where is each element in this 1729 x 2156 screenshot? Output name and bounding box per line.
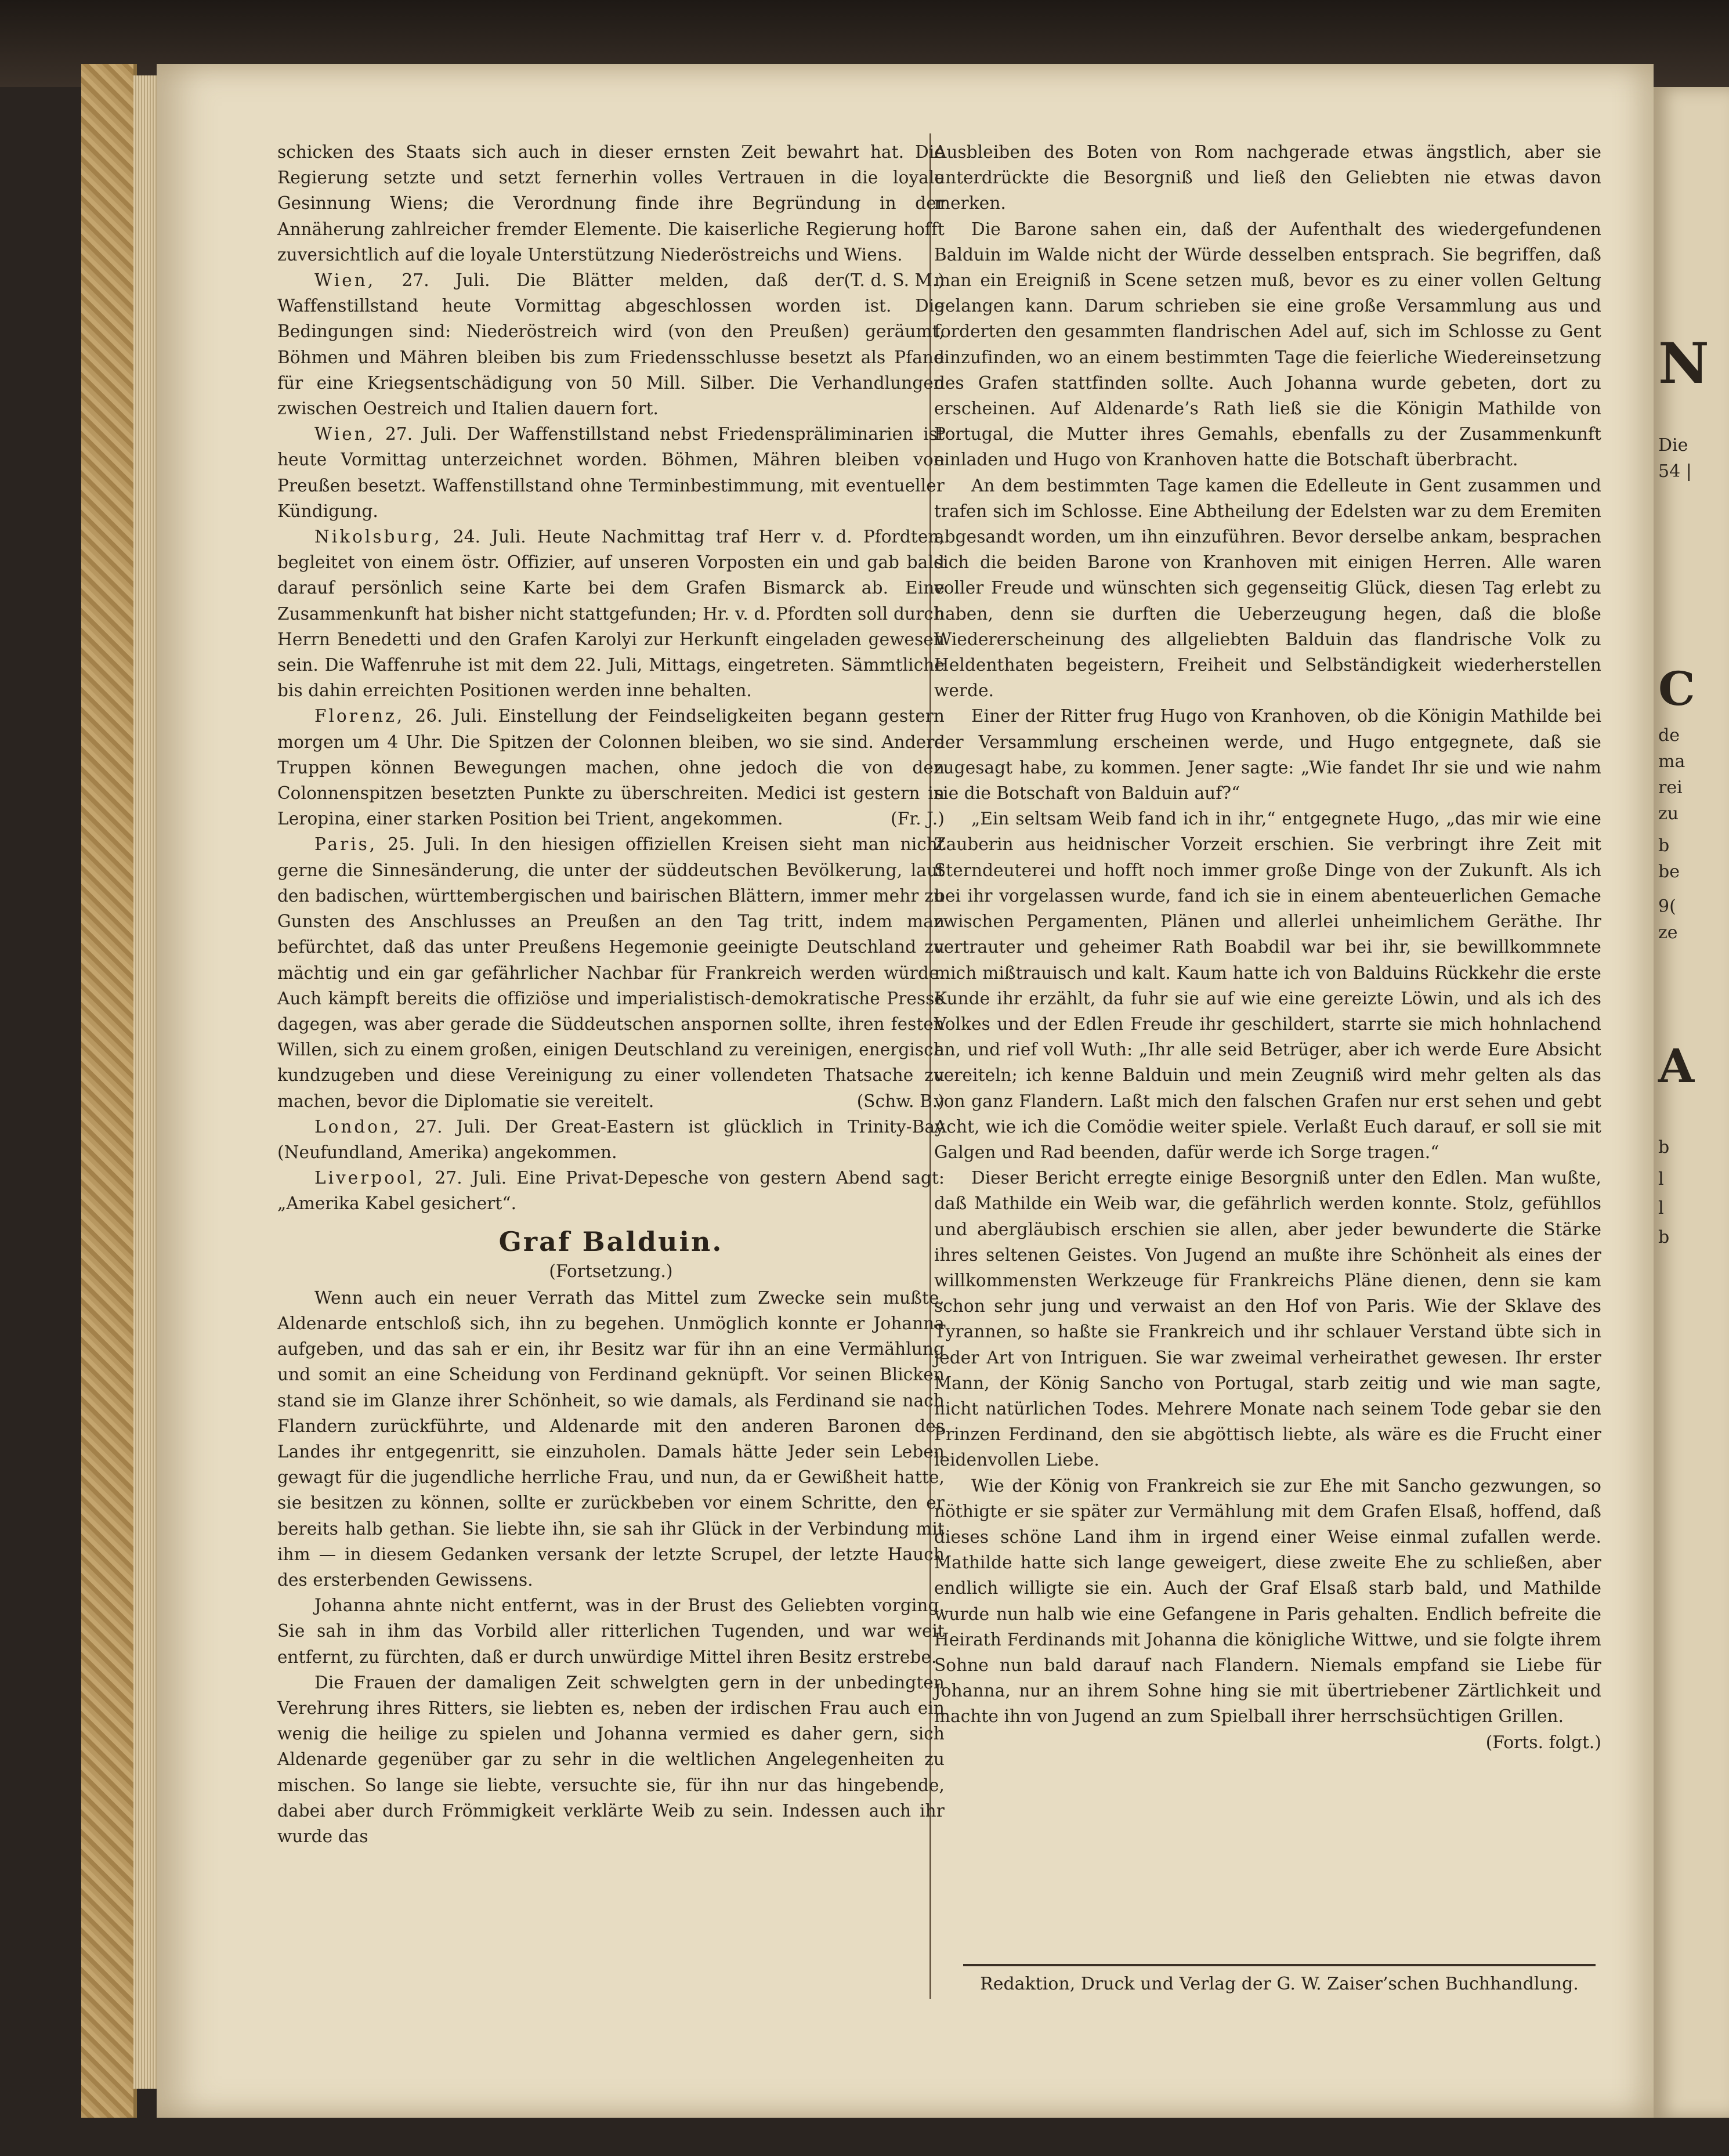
fragment-text: be [1658,862,1680,882]
news-source: (Fr. J.) [891,809,945,829]
adjacent-page-fragment [1654,87,1729,2118]
fragment-text: b [1658,835,1670,856]
news-item: London, 27. Juli. Der Great-Eastern ist glücklich in Trinity-Bay (Neufundland, Amerika) angekommen. [277,1116,945,1162]
fragment-text: 54 | [1658,461,1692,482]
story-title: Graf Balduin. [498,1225,724,1257]
continuation-note: (Forts. folgt.) [1485,1732,1601,1752]
fragment-text: zu [1658,804,1679,824]
news-place: Wien, [314,424,376,444]
news-item: Nikolsburg, 24. Juli. Heute Nachmittag traf Herr v. d. Pfordten, begleitet von einem östr. Offizier, auf unseren Vorposten ein und gab bald darauf persönlich seine Karte bei dem Grafen Bismarck ab. Eine Zusammenkunft hat bisher nicht stattgefunden; Hr. v. d. Pfordten soll durch Herrn Benedetti und den Grafen Karolyi zur Herkunft eingeladen gewesen sein. Die Waffenruhe ist mit dem 22. Juli, Mittags, eingetreten. Sämmtliche bis dahin erreichten Positionen werden inne behalten. [277,527,945,701]
news-item: Paris, 25. Juli. In den hiesigen offiziellen Kreisen sieht man nicht gerne die Sinnesänderung, die unter der süddeutschen Bevölkerung, laut den badischen, württembergischen und bairischen Blättern, immer mehr zu Gunsten des Anschlusses an Preußen an den Tag tritt, indem man befürchtet, daß das unter Preußens Hegemonie geeinigte Deutschland zu mächtig und ein gar gefährlicher Nachbar für Frankreich werden würde. Auch kämpft bereits die offiziöse und imperialistisch-demokratische Presse dagegen, was aber gerade die Süddeutschen anspornen sollte, ihren festen Willen, sich zu einem großen, einigen Deutschland zu vereinigen, energisch kundzugeben und diese Vereinigung zu einer vollendeten Thatsache zu machen, bevor die Diplomatie sie vereitelt. (Schw. B.) [277,831,945,1113]
fragment-text: 9( [1658,896,1676,917]
fragment-text: ze [1658,923,1678,943]
fragment-text: l [1658,1169,1664,1189]
fragment-text: N [1658,331,1709,396]
story-paragraph: Die Frauen der damaligen Zeit schwelgten gern in der unbedingten Verehrung ihres Ritters, sie liebten es, neben der irdischen Frau auch ein wenig die heilige zu spielen und Johanna vermied es daher gern, sich Aldenarde gegenüber gar zu sehr in die weltlichen Angelegenheiten zu mischen. So lange sie liebte, versuchte sie, für ihn nur das hingebende, dabei aber durch Frömmigkeit verklärte Weib zu sein. Indessen auch ihr wurde das [277,1672,945,1846]
news-item: schicken des Staats sich auch in dieser ernsten Zeit bewahrt hat. Die Regierung setzte und setzt fernerhin volles Vertrauen in die loyale Gesinnung Wiens; die Verordnung finde ihre Begründung in der Annäherung zahlreicher fremder Elemente. Die kaiserliche Regierung hofft zuversichtlich auf die loyale Unterstützung Niederöstreichs und Wiens. (T. d. S. M.) [277,139,945,267]
story-subtitle: (Fortsetzung.) [549,1261,673,1281]
news-item: Liverpool, 27. Juli. Eine Privat-Depesche von gestern Abend sagt: „Amerika Kabel gesichert“. [277,1168,945,1214]
story-paragraph: An dem bestimmten Tage kamen die Edelleute in Gent zusammen und trafen sich im Schlosse. Eine Abtheilung der Edelsten war zu dem Eremiten abgesandt worden, um ihn einzuführen. Bevor derselbe ankam, besprachen sich die beiden Barone von Kranhoven mit einigen Herren. Alle waren voller Freude und wünschten sich gegenseitig Glück, diesen Tag erlebt zu haben, denn sie durften die Ueberzeugung hegen, daß die bloße Wiedererscheinung des allgeliebten Balduin das flandrische Volk zu Heldenthaten begeistern, Freiheit und Selbständigkeit wiederherstellen werde. [934,475,1601,701]
story-paragraph: Ausbleiben des Boten von Rom nachgerade etwas ängstlich, aber sie unterdrückte die Besorgniß und ließ den Geliebten nie etwas davon merken. [934,142,1601,214]
book-binding [81,64,137,2118]
story-paragraph: Dieser Bericht erregte einige Besorgniß unter den Edlen. Man wußte, daß Mathilde ein Weib war, die gefährlich werden konnte. Stolz, gefühllos und abergläubisch erschien sie allen, aber jeder bewunderte die Stärke ihres seltenen Geistes. Von Jugend an mußte ihre Schönheit als eines der willkommensten Werkzeuge für Frankreichs Pläne dienen, denn sie kam schon sehr jung und verwaist an den Hof von Paris. Wie der Sklave des Tyrannen, so haßte sie Frankreich und ihr schlauer Verstand übte sich in jeder Art von Intriguen. Sie war zweimal verheirathet gewesen. Ihr erster Mann, der König Sancho von Portugal, starb zeitig und wie man sagte, nicht natürlichen Todes. Mehrere Monate nach seinem Tode gebar sie den Prinzen Ferdinand, den sie abgöttisch liebte, als wäre es die Frucht einer leidenvollen Liebe. [934,1168,1601,1470]
story-paragraph: Wenn auch ein neuer Verrath das Mittel zum Zwecke sein mußte, Aldenarde entschloß sich, ihn zu begehen. Unmöglich konnte er Johanna aufgeben, und das sah er ein, ihr Besitz war für ihn an eine Vermählung und somit an eine Scheidung von Ferdinand geknüpft. Vor seinen Blicken stand sie im Glanze ihrer Schönheit, so wie damals, als Ferdinand sie nach Flandern zurückführte, und Aldenarde mit den anderen Baronen des Landes ihr entgegenritt, sie einzuholen. Damals hätte Jeder sein Leben gewagt für die jugendliche herrliche Frau, und nun, da er Gewißheit hatte, sie besitzen zu können, sollte er zurückbeben vor einem Schritte, den er bereits halb gethan. Sie liebte ihn, sie sah ihr Glück in der Verbindung mit ihm — in diesem Gedanken versank der letzte Scrupel, der letzte Hauch des ersterbenden Gewissens. [277,1287,945,1590]
news-item: Florenz, 26. Juli. Einstellung der Feindseligkeiten begann gestern morgen um 4 Uhr. Die Spitzen der Colonnen bleiben, wo sie sind. Andere Truppen können Bewegungen machen, ohne jedoch die von den Colonnenspitzen besetzten Punkte zu überschreiten. Medici ist gestern in Leropina, einer starken Position bei Trient, angekommen. (Fr. J.) [277,703,945,831]
page-edges [133,75,157,2089]
story-paragraph: Einer der Ritter frug Hugo von Kranhoven, ob die Königin Mathilde bei der Versammlung erscheinen werde, und Hugo entgegnete, daß sie zugesagt habe, zu kommen. Jener sagte: „Wie fandet Ihr sie und wie nahm sie die Botschaft von Balduin auf?“ [934,706,1601,804]
story-paragraph: Johanna ahnte nicht entfernt, was in der Brust des Geliebten vorging. Sie sah in ihm das Vorbild aller ritterlichen Tugenden, und war weit entfernt, zu fürchten, daß er durch unwürdige Mittel ihren Besitz erstrebe. [277,1596,945,1667]
news-item: Wien, 27. Juli. Der Waffenstillstand nebst Friedenspräliminarien ist heute Vormittag unterzeichnet worden. Böhmen, Mähren bleiben von Preußen besetzt. Waffenstillstand ohne Terminbestimmung, mit eventueller Kündigung. [277,424,945,521]
story-paragraph: „Ein seltsam Weib fand ich in ihr,“ entgegnete Hugo, „das mir wie eine Zauberin aus heidnischer Vorzeit erschien. Sie verbringt ihre Zeit mit Sterndeuterei und hofft noch immer große Dinge von der Zukunft. Als ich bei ihr vorgelassen wurde, fand ich sie in einem abenteuerlichen Gemache zwischen Pergamenten, Plänen und allerlei unheimlichem Geräthe. Ihr vertrauter und geheimer Rath Boabdil war bei ihr, sie bewillkommnete mich mißtrauisch und kalt. Kaum hatte ich von Balduins Rückkehr die erste Kunde ihr erzählt, da fuhr sie auf wie eine gereizte Löwin, und als ich des Volkes und der Edlen Freude ihr geschildert, starrte sie mich hohnlachend an, und rief voll Wuth: „Ihr alle seid Betrüger, aber ich werde Eure Absicht vereiteln; ich kenne Balduin und mein Zeugniß wird mehr gelten als das von ganz Flandern. Laßt mich den falschen Grafen nur erst sehen und gebt Acht, wie ich die Comödie weiter spiele. Verlaßt Euch darauf, er soll sie mit Galgen und Rad beenden, dafür werde ich Sorge tragen.“ [934,809,1601,1162]
fragment-text: b [1658,1137,1670,1157]
story-paragraph: Die Barone sahen ein, daß der Aufenthalt des wiedergefundenen Balduin im Walde nicht der Würde desselben entsprach. Sie begriffen, daß man ein Ereigniß in Scene setzen muß, bevor es zu einer vollen Geltung gelangen kann. Darum schrieben sie eine große Versammlung aus und forderten den gesammten flandrischen Adel auf, sich im Schlosse zu Gent einzufinden, wo an einem bestimmten Tage die feierliche Wiedereinsetzung des Grafen stattfinden sollte. Auch Johanna wurde gebeten, dort zu erscheinen. Auf Aldenarde’s Rath ließ sie die Königin Mathilde von Portugal, die Mutter ihres Gemahls, ebenfalls zu der Zusammenkunft einladen und Hugo von Kranhoven hatte die Botschaft überbracht. [934,219,1601,470]
news-source: (Schw. B.) [856,1091,945,1111]
fragment-text: de [1658,725,1680,746]
fragment-text: rei [1658,777,1683,798]
fragment-text: b [1658,1227,1670,1247]
news-place: Nikolsburg, [314,527,442,547]
footer-rule [963,1964,1596,1966]
fragment-text: A [1658,1039,1695,1093]
left-column [277,139,945,1849]
news-place: Wien, [314,270,376,291]
fragment-text: l [1658,1198,1664,1218]
fragment-text: C [1658,661,1695,716]
news-place: Florenz, [314,706,405,726]
news-source: (T. d. S. M.) [844,270,945,291]
news-item: Wien, 27. Juli. Die Blätter melden, daß der Waffenstillstand heute Vormittag abgeschlossen worden ist. Die Bedingungen sind: Niederöstreich wird (von den Preußen) geräumt, Böhmen und Mähren bleiben bis zum Friedensschlusse besetzt als Pfand für eine Kriegsentschädigung von 50 Mill. Silber. Die Verhandlungen zwischen Oestreich und Italien dauern fort. [277,270,945,419]
news-place: London, [314,1116,401,1137]
news-place: Paris, [314,834,378,855]
fragment-text: Die [1658,435,1688,455]
story-paragraph: Wie der König von Frankreich sie zur Ehe mit Sancho gezwungen, so nöthigte er sie später zur Vermählung mit dem Grafen Elsaß, hoffend, daß dieses schöne Land ihm in irgend einer Weise einmal zufallen werde. Mathilde hatte sich lange geweigert, diese zweite Ehe zu schließen, aber endlich willigte sie ein. Auch der Graf Elsaß starb bald, und Mathilde wurde nun halb wie eine Gefangene in Paris gehalten. Endlich befreite die Heirath Ferdinands mit Johanna die königliche Wittwe, und sie folgte ihrem Sohne nun bald darauf nach Flandern. Niemals empfand sie Liebe für Johanna, nur an ihrem Sohne hing sie mit übertriebener Zärtlichkeit und machte ihn von Jugend an zum Spielball ihrer herrschsüchtigen Grillen. [934,1475,1601,1727]
right-column [934,139,1601,1755]
news-place: Liverpool, [314,1168,425,1188]
imprint: Redaktion, Druck und Verlag der G. W. Zaiser’schen Buchhandlung. [980,1974,1579,1994]
fragment-text: ma [1658,751,1685,772]
